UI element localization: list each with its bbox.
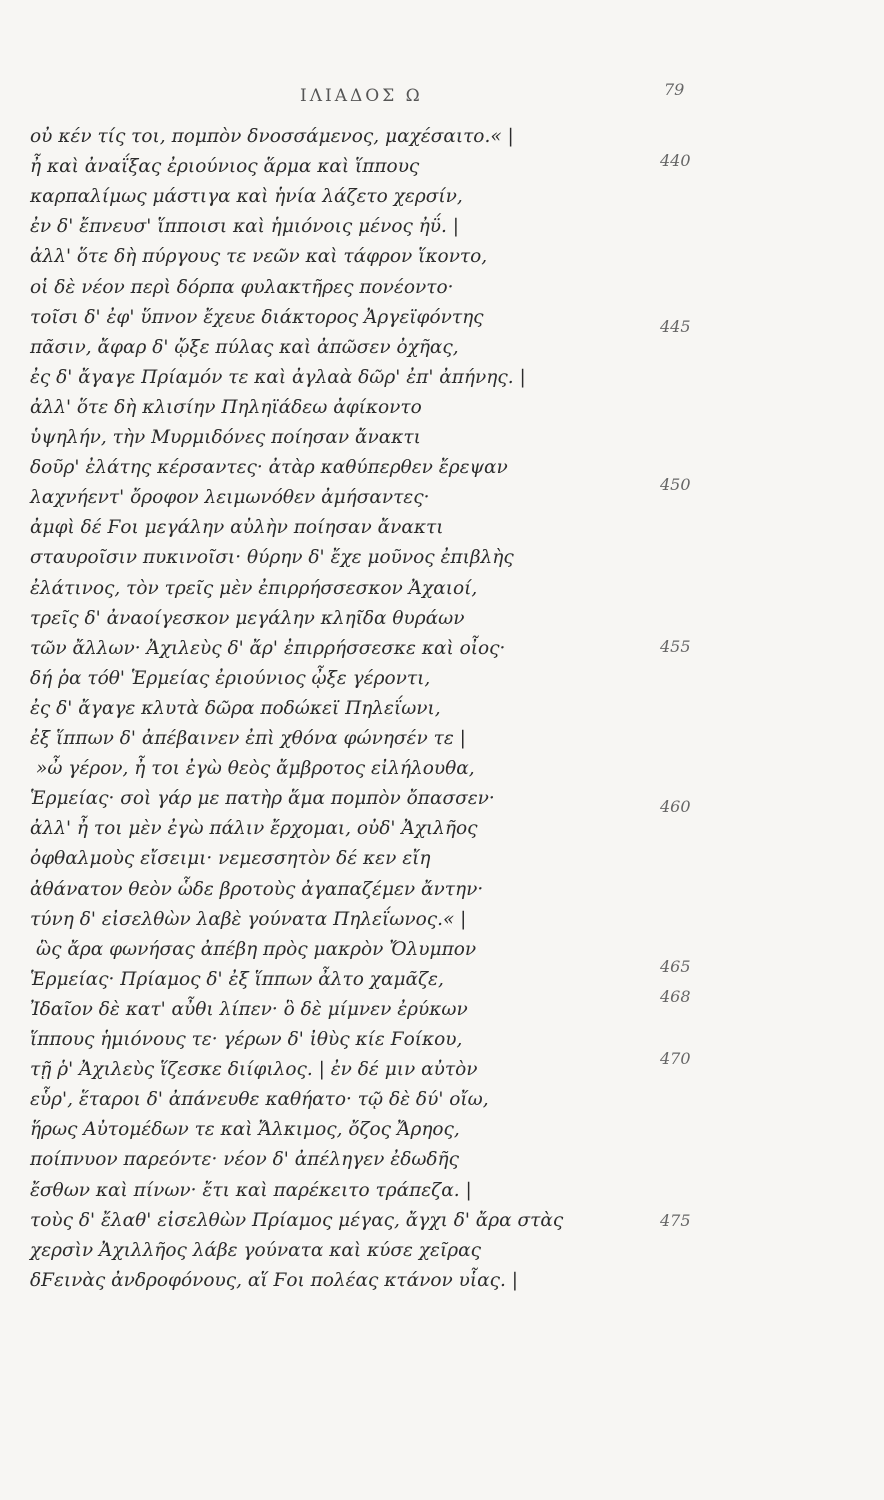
line-number: 470 xyxy=(660,1049,691,1068)
verse-line: ἀθάνατον θεὸν ὧδε βροτοὺς ἀγαπαζέμεν ἄντην· xyxy=(30,878,484,900)
line-number: 440 xyxy=(660,151,691,170)
line-number: 450 xyxy=(660,475,691,494)
verse-line: ἦ καὶ ἀναΐξας ἐριούνιος ἅρμα καὶ ἵππους xyxy=(30,156,420,178)
verse-line: ἀλλ' ὅτε δὴ πύργους τε νεῶν καὶ τάφρον ἵκοντο, xyxy=(30,246,488,268)
verse-line: Ἰδαῖον δὲ κατ' αὖθι λίπεν· ὃ δὲ μίμνεν ἐρύκων xyxy=(30,998,468,1020)
verse-line: δή ῥα τόθ' Ἑρμείας ἐριούνιος ᾦξε γέροντι, xyxy=(30,667,431,689)
verse-line: εὗρ', ἕταροι δ' ἀπάνευθε καθήατο· τῷ δὲ δύ' οἴω, xyxy=(30,1089,489,1111)
verse-line: τοῖσι δ' ἐφ' ὕπνον ἔχευε διάκτορος Ἀργεϊφόντης xyxy=(30,306,484,328)
verse-line: καρπαλίμως μάστιγα καὶ ἡνία λάζετο χερσίν, xyxy=(30,186,463,208)
line-number: 468 xyxy=(660,987,691,1006)
running-header: ΙΛΙΑΔΟΣ Ω xyxy=(300,86,423,106)
verse-line: ἐς δ' ἄγαγε κλυτὰ δῶρα ποδώκεϊ Πηλεΐωνι, xyxy=(30,697,441,719)
line-number: 445 xyxy=(660,317,691,336)
verse-line: ἀμφὶ δέ Ϝοι μεγάλην αὐλὴν ποίησαν ἄνακτι xyxy=(30,517,444,539)
line-number: 475 xyxy=(660,1211,691,1230)
verse-line: σταυροῖσιν πυκινοῖσι· θύρην δ' ἔχε μοῦνος ἐπιβλὴς xyxy=(30,547,514,569)
verse-line: τῇ ῥ' Ἀχιλεὺς ἵζεσκε διίφιλος. | ἐν δέ μιν αὐτὸν xyxy=(30,1059,478,1081)
verse-line: ἥρως Αὐτομέδων τε καὶ Ἄλκιμος, ὄζος Ἄρηος, xyxy=(30,1119,460,1141)
verse-line: χερσὶν Ἀχιλλῆος λάβε γούνατα καὶ κύσε χεῖρας xyxy=(30,1239,481,1261)
page-number: 79 xyxy=(664,80,685,99)
verse-line: ἐς δ' ἄγαγε Πρίαμόν τε καὶ ἀγλαὰ δῶρ' ἐπ' ἀπήνης. | xyxy=(30,366,526,388)
verse-line: ἐξ ἵππων δ' ἀπέβαινεν ἐπὶ χθόνα φώνησέν τε | xyxy=(30,728,466,749)
verse-line: ἔσθων καὶ πίνων· ἔτι καὶ παρέκειτο τράπεζα. | xyxy=(30,1179,472,1201)
line-number: 460 xyxy=(660,797,691,816)
verse-line: οἱ δὲ νέον περὶ δόρπα φυλακτῆρες πονέοντο· xyxy=(30,276,454,298)
verse-line: Ἑρμείας· σοὶ γάρ με πατὴρ ἅμα πομπὸν ὄπασσεν· xyxy=(30,788,495,810)
verse-line: ποίπνυον παρεόντε· νέον δ' ἀπέληγεν ἐδωδῆς xyxy=(30,1149,460,1171)
verse-line: ἐλάτινος, τὸν τρεῖς μὲν ἐπιρρήσσεσκον Ἀχαιοί, xyxy=(30,577,478,599)
verse-line: ἀλλ' ὅτε δὴ κλισίην Πηληϊάδεω ἀφίκοντο xyxy=(30,396,422,418)
line-number: 455 xyxy=(660,637,691,656)
verse-line: ἐν δ' ἔπνευσ' ἵπποισι καὶ ἡμιόνοις μένος ἠΰ. | xyxy=(30,216,460,238)
verse-line: ὣς ἄρα φωνήσας ἀπέβη πρὸς μακρὸν Ὄλυμπον xyxy=(36,938,477,960)
verse-line: δοῦρ' ἐλάτης κέρσαντες· ἀτὰρ καθύπερθεν ἔρεψαν xyxy=(30,457,508,479)
verse-line: πᾶσιν, ἄφαρ δ' ᾤξε πύλας καὶ ἀπῶσεν ὀχῆας, xyxy=(30,336,459,358)
verse-line: ἵππους ἡμιόνους τε· γέρων δ' ἰθὺς κίε Ϝοίκου, xyxy=(30,1029,463,1050)
verse-line: τύνη δ' εἰσελθὼν λαβὲ γούνατα Πηλεΐωνος.« | xyxy=(30,908,467,930)
verse-line: Ἑρμείας· Πρίαμος δ' ἐξ ἵππων ἆλτο χαμᾶζε, xyxy=(30,968,444,990)
verse-line: τῶν ἄλλων· Ἀχιλεὺς δ' ἄρ' ἐπιρρήσσεσκε καὶ οἶος· xyxy=(30,637,506,659)
verse-line: οὐ κέν τίς τοι, πομπὸν δνοσσάμενος, μαχέσαιτο.« | xyxy=(30,126,514,147)
verse-line: ἀλλ' ἦ τοι μὲν ἐγὼ πάλιν ἔρχομαι, οὐδ' Ἀχιλῆος xyxy=(30,818,478,840)
line-number: 465 xyxy=(660,957,691,976)
verse-line: λαχνήεντ' ὄροφον λειμωνόθεν ἀμήσαντες· xyxy=(30,487,430,509)
verse-line: ὀφθαλμοὺς εἴσειμι· νεμεσσητὸν δέ κεν εἴη xyxy=(30,848,431,870)
verse-line: δϜεινὰς ἀνδροφόνους, αἵ Ϝοι πολέας κτάνον υἷας. | xyxy=(30,1269,519,1291)
verse-line: ὑψηλήν, τὴν Μυρμιδόνες ποίησαν ἄνακτι xyxy=(30,427,421,448)
verse-line: τρεῖς δ' ἀναοίγεσκον μεγάλην κληῖδα θυράων xyxy=(30,607,465,629)
verse-line: τοὺς δ' ἔλαθ' εἰσελθὼν Πρίαμος μέγας, ἄγχι δ' ἄρα στὰς xyxy=(30,1209,564,1231)
verse-line: »ὦ γέρον, ἦ τοι ἐγὼ θεὸς ἄμβροτος εἰλήλουθα, xyxy=(36,758,475,780)
